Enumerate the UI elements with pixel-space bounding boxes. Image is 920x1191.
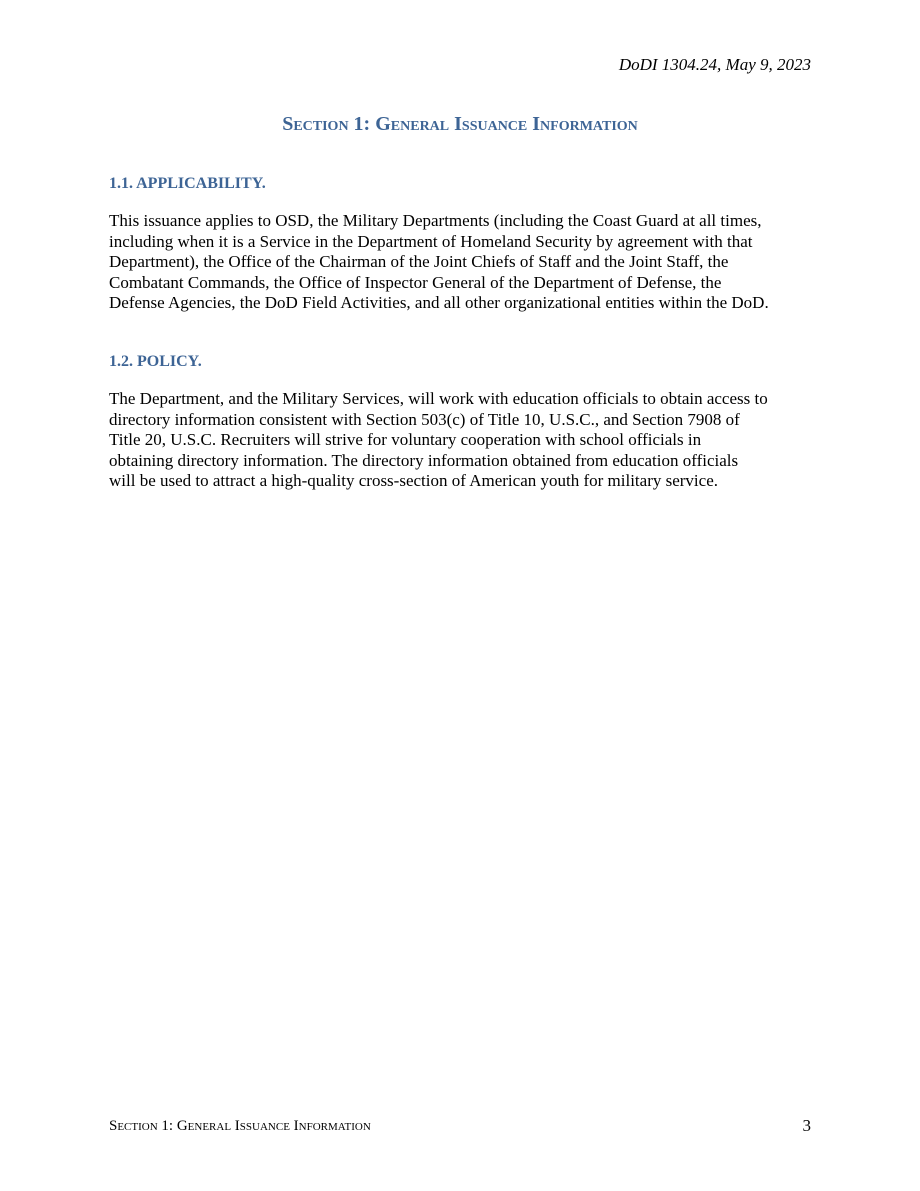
subsection-heading-policy: 1.2. POLICY. [109,353,202,370]
paragraph-policy: The Department, and the Military Services, will work with education officials to obtain access to directory information consistent with Section 503(c) of Title 10, U.S.C., and Section 7908 of Title 20, U.S.C. Recruiters will strive for voluntary cooperation with school officials in obtaining directory information. The directory information obtained from education officials will be used to attract a high-quality cross-section of American youth for military service. [109,389,768,491]
page-number: 3 [802,1116,811,1135]
running-footer: Section 1: General Issuance Information [109,1118,371,1134]
section-title: Section 1: General Issuance Information [282,113,638,135]
running-header: DoDI 1304.24, May 9, 2023 [618,55,811,74]
subsection-heading-applicability: 1.1. APPLICABILITY. [109,175,266,192]
paragraph-applicability: This issuance applies to OSD, the Military Departments (including the Coast Guard at all times, including when it is a Service in the Department of Homeland Security by agreement with that Department), the Office of the Chairman of the Joint Chiefs of Staff and the Joint Staff, the Combatant Commands, the Office of Inspector General of the Department of Defense, the Defense Agencies, the DoD Field Activities, and all other organizational entities within the DoD. [109,211,769,313]
